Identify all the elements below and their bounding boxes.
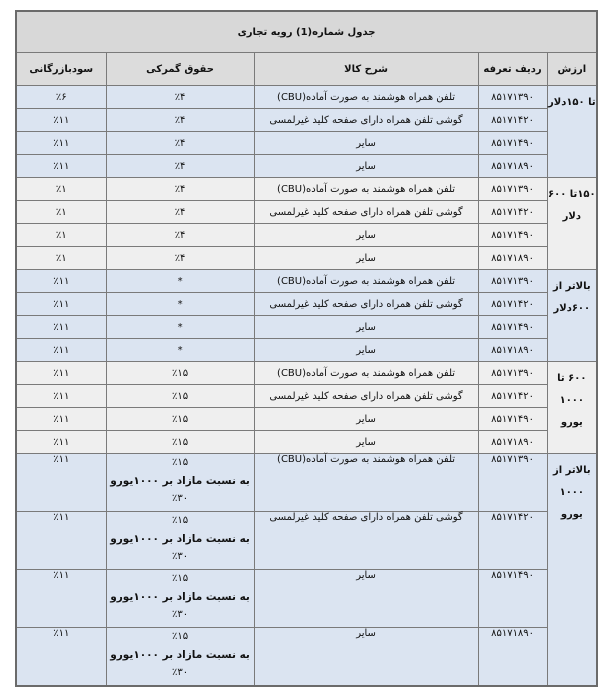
tariff-code: ۸۵۱۷۱۴۲۰ — [478, 109, 547, 132]
header-row — [16, 53, 597, 86]
table-row — [16, 201, 597, 224]
header-value: ارزش — [547, 53, 597, 86]
table-row — [16, 224, 597, 247]
customs-duty: * — [106, 270, 254, 293]
customs-duty: * — [106, 293, 254, 316]
customs-duty: ٪۴ — [106, 224, 254, 247]
commercial-profit: ٪۱۱ — [16, 155, 106, 178]
item-description: سایر — [254, 155, 478, 178]
commercial-profit: ٪۱۱ — [16, 454, 106, 512]
customs-duty: ٪۱۵ — [106, 408, 254, 431]
tariff-table — [15, 10, 598, 687]
tariff-code: ۸۵۱۷۱۸۹۰ — [478, 628, 547, 687]
tariff-code: ۸۵۱۷۱۸۹۰ — [478, 431, 547, 454]
item-description: تلفن همراه هوشمند به صورت آماده(CBU) — [254, 362, 478, 385]
tariff-code: ۸۵۱۷۱۴۹۰ — [478, 132, 547, 155]
table-row — [16, 109, 597, 132]
item-description: سایر — [254, 247, 478, 270]
tariff-code: ۸۵۱۷۱۴۲۰ — [478, 201, 547, 224]
tariff-code: ۸۵۱۷۱۴۹۰ — [478, 316, 547, 339]
duty-excess: ٪۳۰ — [172, 609, 189, 620]
table-row — [16, 316, 597, 339]
table-row — [16, 247, 597, 270]
customs-duty: ٪۴ — [106, 201, 254, 224]
duty-excess: ٪۳۰ — [172, 551, 189, 562]
customs-duty: ٪۴ — [106, 109, 254, 132]
item-description: سایر — [254, 224, 478, 247]
table-row — [16, 293, 597, 316]
duty-note: به نسبت مازاد بر ۱۰۰۰یورو — [110, 649, 250, 661]
commercial-profit: ٪۱۱ — [16, 628, 106, 687]
tariff-code: ۸۵۱۷۱۸۹۰ — [478, 247, 547, 270]
table-row — [16, 132, 597, 155]
item-description: تلفن همراه هوشمند به صورت آماده(CBU) — [254, 270, 478, 293]
duty-note: به نسبت مازاد بر ۱۰۰۰یورو — [110, 591, 250, 603]
commercial-profit: ٪۱ — [16, 178, 106, 201]
item-description: سایر — [254, 408, 478, 431]
table-row — [16, 512, 597, 570]
customs-duty — [106, 628, 254, 687]
item-description: سایر — [254, 570, 478, 628]
commercial-profit: ٪۱ — [16, 224, 106, 247]
customs-duty: ٪۴ — [106, 86, 254, 109]
tariff-code: ۸۵۱۷۱۳۹۰ — [478, 454, 547, 512]
commercial-profit: ٪۱۱ — [16, 316, 106, 339]
header-commercial-profit: سودبازرگانی — [16, 53, 106, 86]
commercial-profit: ٪۱ — [16, 201, 106, 224]
customs-duty: ٪۴ — [106, 247, 254, 270]
tariff-code: ۸۵۱۷۱۴۲۰ — [478, 512, 547, 570]
value-range: ۱۵۰تا ۶۰۰ دلار — [547, 178, 597, 270]
customs-duty — [106, 570, 254, 628]
duty-note: به نسبت مازاد بر ۱۰۰۰یورو — [110, 475, 250, 487]
customs-duty: ٪۱۵ — [106, 385, 254, 408]
value-range: بالاتر از ۱۰۰۰ یورو — [547, 454, 597, 687]
tariff-code: ۸۵۱۷۱۳۹۰ — [478, 362, 547, 385]
table-row — [16, 339, 597, 362]
duty-base: ٪۱۵ — [172, 515, 189, 526]
item-description: تلفن همراه هوشمند به صورت آماده(CBU) — [254, 178, 478, 201]
table-row — [16, 362, 597, 385]
table-row — [16, 454, 597, 512]
value-range: تا ۱۵۰دلار — [547, 86, 597, 178]
commercial-profit: ٪۱۱ — [16, 109, 106, 132]
table-row — [16, 270, 597, 293]
tariff-code: ۸۵۱۷۱۴۲۰ — [478, 385, 547, 408]
table-row — [16, 408, 597, 431]
item-description: گوشی تلفن همراه دارای صفحه کلید غیرلمسی — [254, 109, 478, 132]
header-description: شرح کالا — [254, 53, 478, 86]
item-description: گوشی تلفن همراه دارای صفحه کلید غیرلمسی — [254, 385, 478, 408]
customs-duty — [106, 512, 254, 570]
item-description: سایر — [254, 132, 478, 155]
commercial-profit: ٪۱۱ — [16, 339, 106, 362]
duty-excess: ٪۳۰ — [172, 667, 189, 678]
table-row — [16, 178, 597, 201]
commercial-profit: ٪۱۱ — [16, 408, 106, 431]
header-customs-duty: حقوق گمرکی — [106, 53, 254, 86]
item-description: سایر — [254, 431, 478, 454]
tariff-code: ۸۵۱۷۱۴۹۰ — [478, 224, 547, 247]
item-description: گوشی تلفن همراه دارای صفحه کلید غیرلمسی — [254, 293, 478, 316]
value-range: بالاتر از ۶۰۰دلار — [547, 270, 597, 362]
tariff-code: ۸۵۱۷۱۴۹۰ — [478, 408, 547, 431]
commercial-profit: ٪۱۱ — [16, 512, 106, 570]
customs-duty — [106, 454, 254, 512]
commercial-profit: ٪۱۱ — [16, 385, 106, 408]
table-title: جدول شماره(1) رویه تجاری — [16, 11, 597, 53]
item-description: سایر — [254, 316, 478, 339]
commercial-profit: ٪۱۱ — [16, 362, 106, 385]
item-description: تلفن همراه هوشمند به صورت آماده(CBU) — [254, 86, 478, 109]
item-description: تلفن همراه هوشمند به صورت آماده(CBU) — [254, 454, 478, 512]
table-row — [16, 86, 597, 109]
table-row — [16, 431, 597, 454]
item-description: سایر — [254, 628, 478, 687]
item-description: سایر — [254, 339, 478, 362]
customs-duty: ٪۱۵ — [106, 362, 254, 385]
tariff-code: ۸۵۱۷۱۳۹۰ — [478, 270, 547, 293]
table-row — [16, 385, 597, 408]
table-row — [16, 570, 597, 628]
tariff-code: ۸۵۱۷۱۴۲۰ — [478, 293, 547, 316]
customs-duty: * — [106, 316, 254, 339]
tariff-code: ۸۵۱۷۱۳۹۰ — [478, 178, 547, 201]
table-row — [16, 155, 597, 178]
duty-base: ٪۱۵ — [172, 631, 189, 642]
customs-duty: ٪۱۵ — [106, 431, 254, 454]
tariff-code: ۸۵۱۷۱۳۹۰ — [478, 86, 547, 109]
commercial-profit: ٪۱۱ — [16, 431, 106, 454]
customs-duty: ٪۴ — [106, 132, 254, 155]
duty-excess: ٪۳۰ — [172, 493, 189, 504]
item-description: گوشی تلفن همراه دارای صفحه کلید غیرلمسی — [254, 201, 478, 224]
header-tariff-row: ردیف تعرفه — [478, 53, 547, 86]
commercial-profit: ٪۱۱ — [16, 132, 106, 155]
duty-base: ٪۱۵ — [172, 457, 189, 468]
commercial-profit: ٪۱ — [16, 247, 106, 270]
commercial-profit: ٪۱۱ — [16, 293, 106, 316]
commercial-profit: ٪۶ — [16, 86, 106, 109]
commercial-profit: ٪۱۱ — [16, 570, 106, 628]
table-row — [16, 628, 597, 687]
commercial-profit: ٪۱۱ — [16, 270, 106, 293]
value-range: ۶۰۰ تا ۱۰۰۰ یورو — [547, 362, 597, 454]
duty-note: به نسبت مازاد بر ۱۰۰۰یورو — [110, 533, 250, 545]
tariff-code: ۸۵۱۷۱۴۹۰ — [478, 570, 547, 628]
customs-duty: ٪۴ — [106, 178, 254, 201]
item-description: گوشی تلفن همراه دارای صفحه کلید غیرلمسی — [254, 512, 478, 570]
tariff-code: ۸۵۱۷۱۸۹۰ — [478, 155, 547, 178]
duty-base: ٪۱۵ — [172, 573, 189, 584]
tariff-code: ۸۵۱۷۱۸۹۰ — [478, 339, 547, 362]
customs-duty: ٪۴ — [106, 155, 254, 178]
customs-duty: * — [106, 339, 254, 362]
